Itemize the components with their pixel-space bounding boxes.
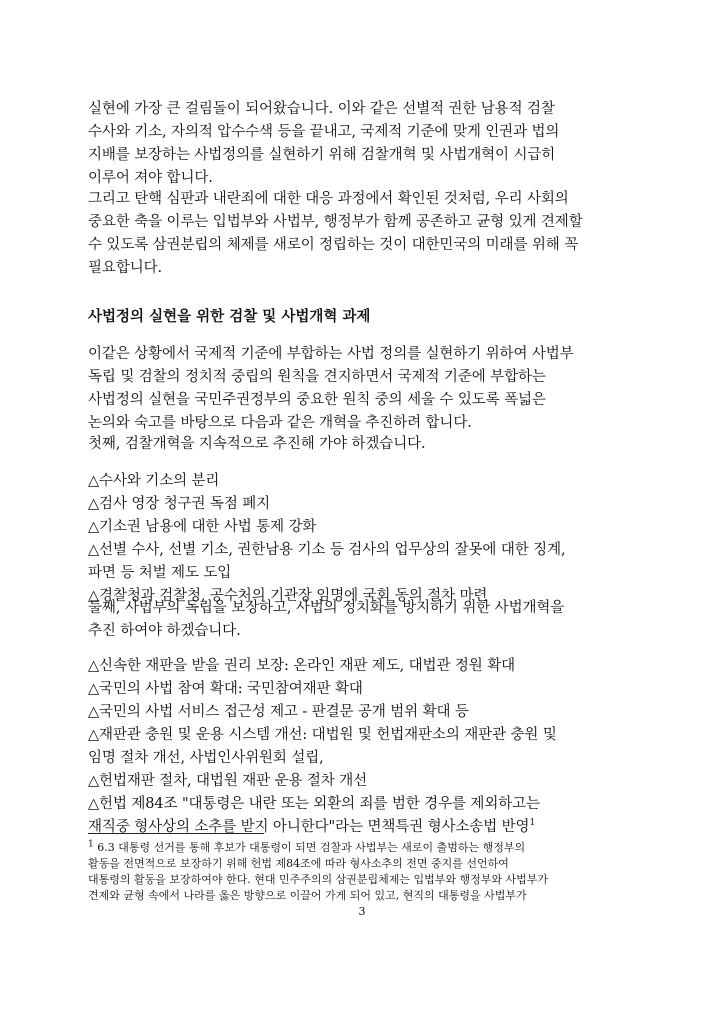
paragraph-separation-of-powers: [88, 188, 668, 280]
text-line: 독립 및 검찰의 정치적 중립의 원칙을 견지하면서 국제적 기준에 부합하는: [88, 369, 546, 385]
list-item: △검사 영장 청구권 독점 폐지: [88, 496, 271, 512]
list-item-text: 재직중 형사상의 소추를 받지 아니한다"라는 면책특권 형사소송법 반영: [88, 819, 530, 835]
section-heading: 사법정의 실현을 위한 검찰 및 사법개혁 과제: [88, 308, 371, 325]
list-item: [88, 816, 668, 839]
text-line: 둘째, 사법부의 독립을 보장하고, 사법의 정치화를 방지하기 위한 사법개혁을: [88, 600, 565, 616]
footnote-reference[interactable]: 1: [529, 818, 536, 829]
list-item: △수사와 기소의 분리: [88, 473, 220, 489]
list-item: △선별 수사, 선별 기소, 권한남용 기소 등 검사의 업무상의 잘못에 대한 징계,: [88, 542, 566, 558]
text-line: 수 있도록 삼권분립의 체제를 새로이 정립하는 것이 대한민국의 미래를 위해 꼭: [88, 237, 579, 253]
first-reform-intro: [88, 433, 668, 456]
list-item: △신속한 재판을 받을 권리 보장: 온라인 재판 제도, 대법관 정원 확대: [88, 658, 516, 674]
text-line: 이루어 져야 합니다.: [88, 170, 213, 186]
list-item: △기소권 남용에 대한 사법 통제 강화: [88, 519, 317, 535]
footnote-marker: 1: [88, 839, 94, 850]
text-line: 필요합니다.: [88, 260, 163, 276]
text-line: 이같은 상황에서 국제적 기준에 부합하는 사법 정의를 실현하기 위하여 사법부: [88, 346, 574, 362]
text-line: 지배를 보장하는 사법정의를 실현하기 위해 검찰개혁 및 사법개혁이 시급히: [88, 147, 556, 163]
text-line: 논의와 숙고를 바탕으로 다음과 같은 개혁을 추진하려 합니다.: [88, 415, 472, 431]
list-item: △헌법 제84조 "대통령은 내란 또는 외환의 죄를 범한 경우를 제외하고는: [88, 796, 540, 812]
text-line: 중요한 축을 이루는 입법부와 사법부, 행정부가 함께 공존하고 균형 있게 견제할: [88, 214, 583, 230]
second-reform-intro: [88, 597, 668, 643]
footnote-text: 6.3 대통령 선거를 통해 후보가 대통령이 되면 검찰과 사법부는 새로이 출범하는 행정부의: [97, 841, 526, 854]
text-line: 수사와 기소, 자의적 압수수색 등을 끝내고, 국제적 기준에 맞게 인권과 법의: [88, 124, 560, 140]
judicial-reform-list: [88, 655, 668, 839]
list-item: △국민의 사법 서비스 접근성 제고 - 판결문 공개 범위 확대 등: [88, 704, 469, 720]
footnote: [88, 840, 668, 904]
list-item: △경찰청과 검찰청, 공수처의 기관장 임명에 국회 동의 절차 마련: [88, 588, 488, 604]
footnote-line: 활동을 전면적으로 보장하기 위해 헌법 제84조에 따라 형사소추의 전면 중지를 선언하여: [88, 857, 509, 870]
footnote-line: 대통령의 활동을 보장하여야 한다. 현대 민주주의의 삼권분립체제는 입법부와 행정부와 사법부가: [88, 873, 549, 886]
list-item: 임명 절차 개선, 사법인사위원회 설립,: [88, 750, 324, 766]
footnote-separator: [88, 833, 264, 834]
list-item: 파면 등 처벌 제도 도입: [88, 565, 232, 581]
text-line: 사법정의 실현을 국민주권정부의 중요한 원칙 중의 세울 수 있도록 폭넓은: [88, 392, 546, 408]
text-line: 실현에 가장 큰 걸림돌이 되어왔습니다. 이와 같은 선별적 권한 남용적 검찰: [88, 101, 555, 117]
prosecution-reform-list: [88, 470, 668, 608]
paragraph-intro: [88, 98, 668, 190]
list-item: △국민의 사법 참여 확대: 국민참여재판 확대: [88, 681, 363, 697]
text-line: 추진 하여야 하겠습니다.: [88, 623, 241, 639]
footnote-line: 견제와 균형 속에서 나라를 옳은 방향으로 이끌어 가게 되어 있고, 현직의 대통령을 사법부가: [88, 889, 527, 902]
page-number: 3: [358, 905, 366, 918]
text-line: 그리고 탄핵 심판과 내란죄에 대한 대응 과정에서 확인된 것처럼, 우리 사회의: [88, 191, 569, 207]
paragraph-reform-plan: [88, 343, 668, 435]
text-line: 첫째, 검찰개혁을 지속적으로 추진해 가야 하겠습니다.: [88, 436, 426, 452]
list-item: △재판관 충원 및 운용 시스템 개선: 대법원 및 헌법재판소의 재판관 충원 및: [88, 727, 557, 743]
list-item: △헌법재판 절차, 대법원 재판 운용 절차 개선: [88, 773, 368, 789]
footnote-line: [88, 840, 668, 856]
